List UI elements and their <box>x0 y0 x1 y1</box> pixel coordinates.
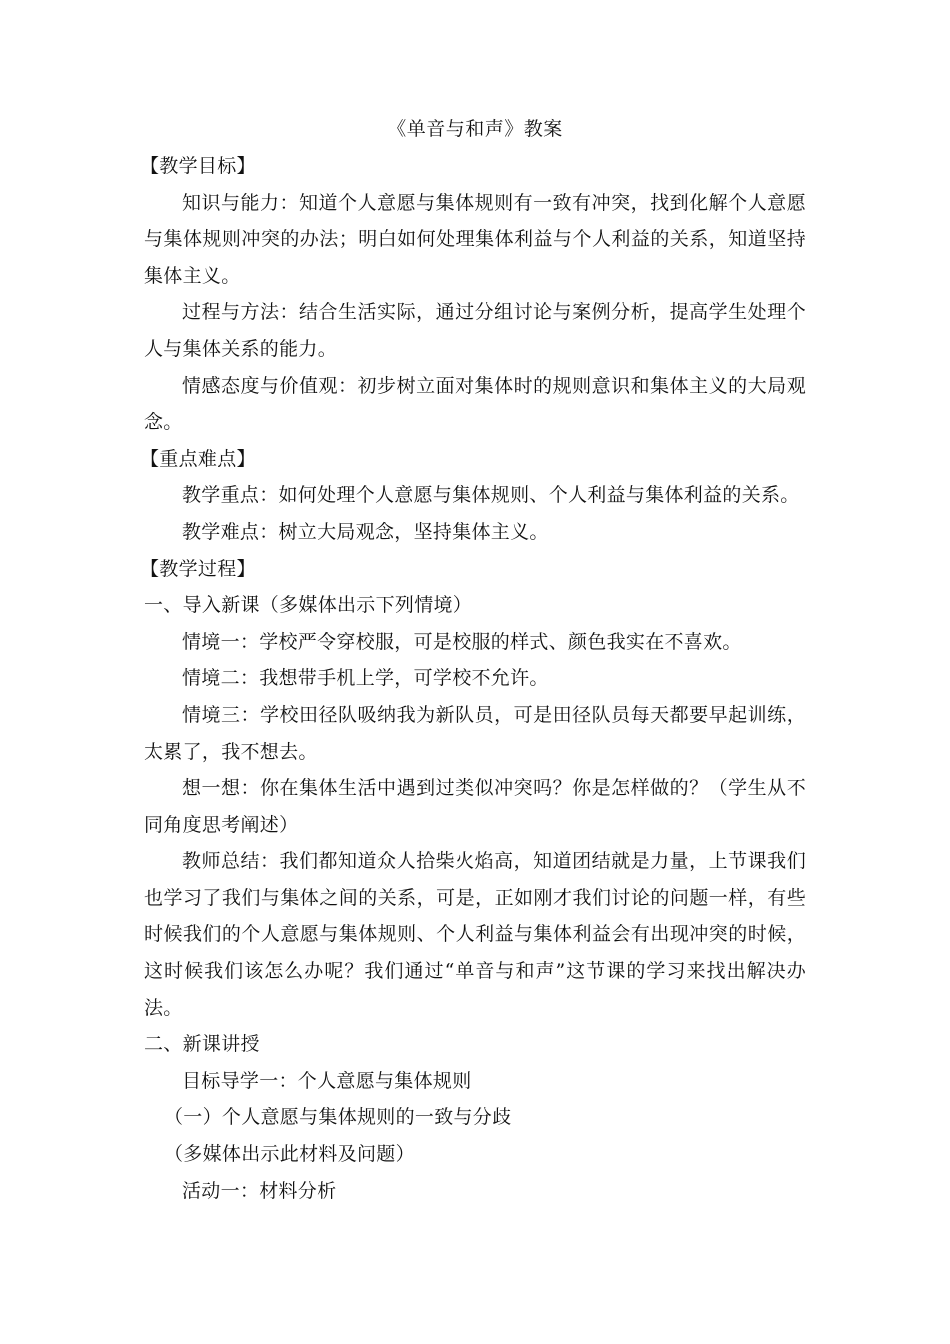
paragraph-key-point: 教学重点：如何处理个人意愿与集体规则、个人利益与集体利益的关系。 <box>182 484 800 507</box>
paragraph-think: 想一想：你在集体生活中遇到过类似冲突吗？你是怎样做的？（学生从不同角度思考阐述） <box>144 777 806 836</box>
paragraph-situation2: 情境二：我想带手机上学，可学校不允许。 <box>182 667 549 690</box>
paragraph-goal-process: 过程与方法：结合生活实际，通过分组讨论与案例分析，提高学生处理个人与集体关系的能力。 <box>144 301 806 360</box>
section-heading-goals: 【教学目标】 <box>140 155 256 177</box>
paragraph-goal-knowledge: 知识与能力：知道个人意愿与集体规则有一致有冲突，找到化解个人意愿与集体规则冲突的办法；明白如何处理集体利益与个人利益的关系，知道坚持集体主义。 <box>144 191 806 287</box>
section-heading-key-points: 【重点难点】 <box>140 447 256 470</box>
part2-heading: 二、新课讲授 <box>144 1033 260 1056</box>
section-heading-process: 【教学过程】 <box>140 557 256 580</box>
paragraph-teacher-summary: 教师总结：我们都知道众人拾柴火焰高，知道团结就是力量，上节课我们也学习了我们与集体之间的关系，可是，正如刚才我们讨论的问题一样，有些时候我们的个人意愿与集体规则、个人利益与集体利益会有出现冲突的时候，这时候我们该怎么办呢？我们通过“单音与和声”这节课的学习来找出解决办法。 <box>144 850 806 1019</box>
paragraph-goal-guide1: 目标导学一：个人意愿与集体规则 <box>182 1069 472 1092</box>
paragraph-activity1: 活动一：材料分析 <box>182 1179 337 1202</box>
document-title: 《单音与和声》教案 <box>387 118 563 140</box>
paragraph-media-note: （多媒体出示此材料及问题） <box>164 1143 415 1166</box>
document-body <box>140 148 806 1209</box>
part1-heading: 一、导入新课（多媒体出示下列情境） <box>144 594 473 617</box>
paragraph-difficult-point: 教学难点：树立大局观念，坚持集体主义。 <box>182 520 549 543</box>
paragraph-sub1: （一）个人意愿与集体规则的一致与分歧 <box>164 1106 512 1129</box>
paragraph-situation1: 情境一：学校严令穿校服，可是校服的样式、颜色我实在不喜欢。 <box>182 630 742 653</box>
paragraph-situation3: 情境三：学校田径队吸纳我为新队员，可是田径队员每天都要早起训练，太累了，我不想去。 <box>144 703 806 763</box>
paragraph-goal-emotion: 情感态度与价值观：初步树立面对集体时的规则意识和集体主义的大局观念。 <box>144 374 806 434</box>
